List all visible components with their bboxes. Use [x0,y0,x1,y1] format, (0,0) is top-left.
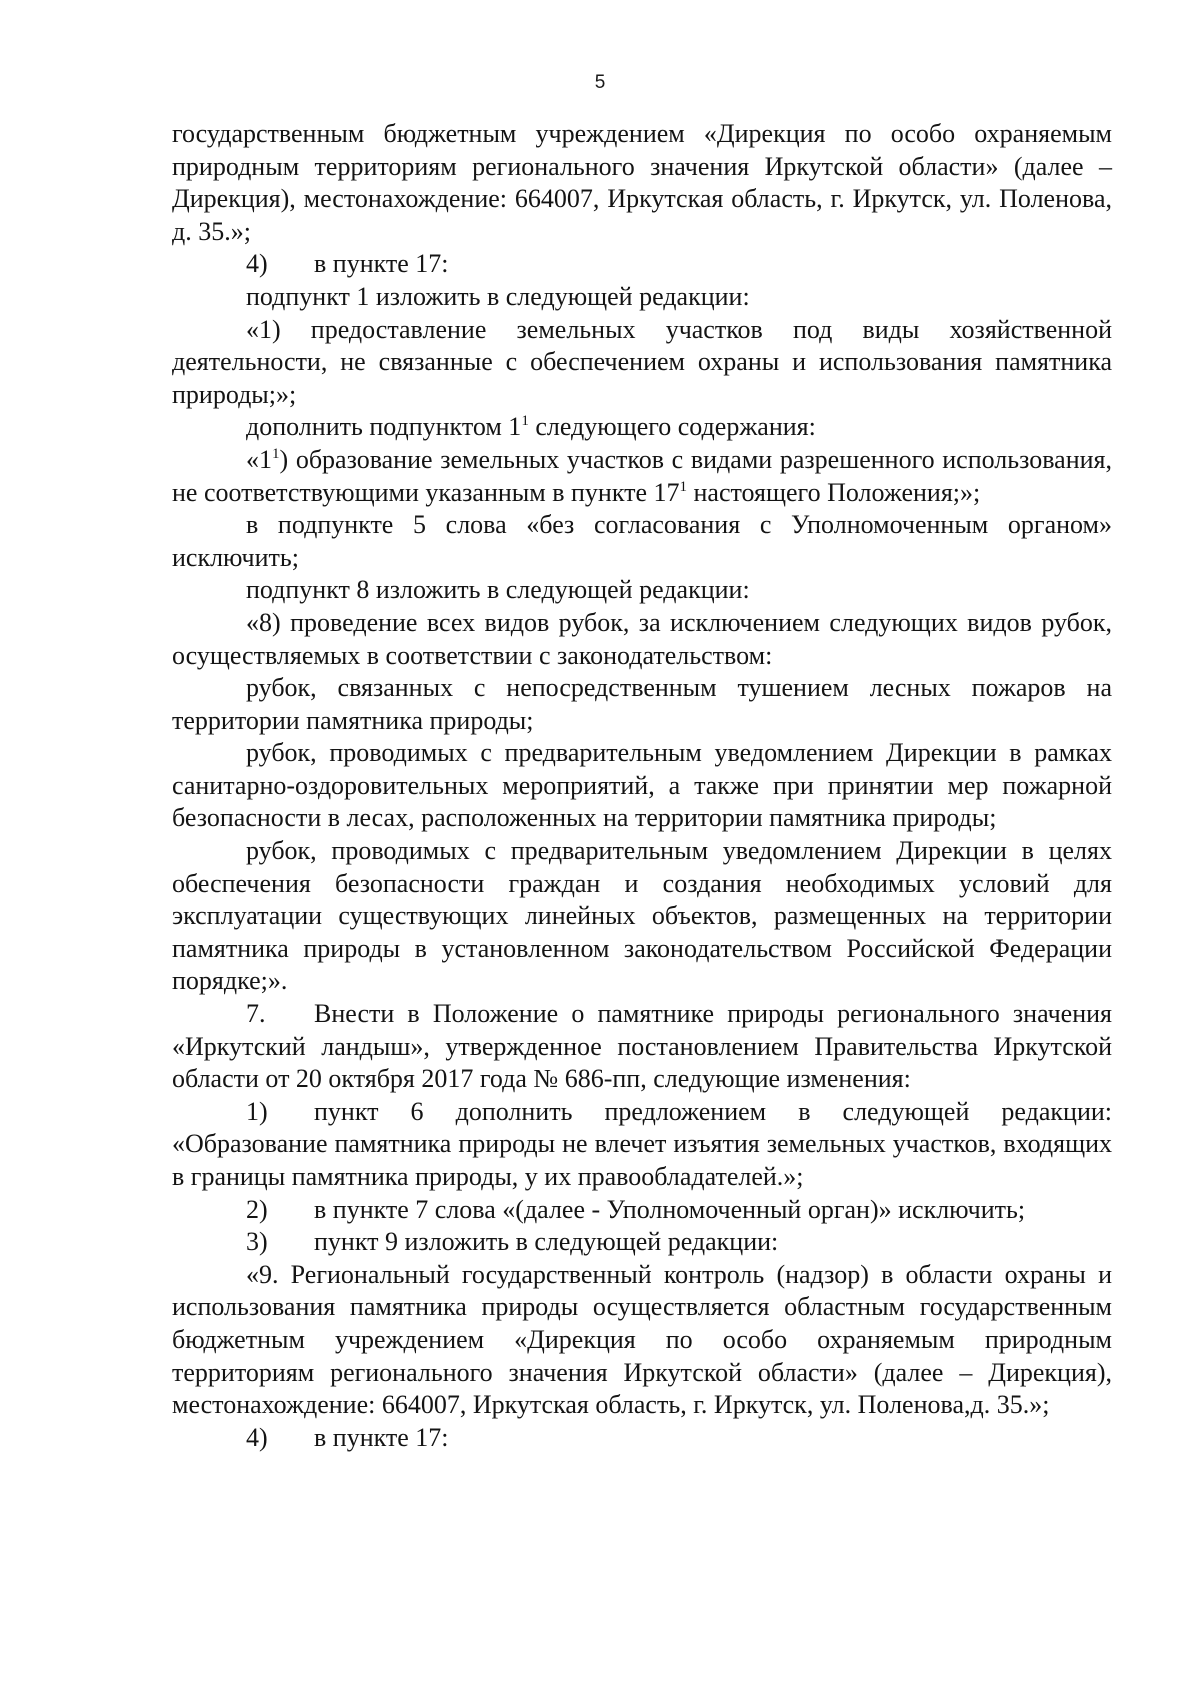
paragraph-text: в пункте 17: [314,1422,449,1452]
paragraph [172,444,1112,509]
paragraph-text: в пункте 7 слова «(далее - Уполномоченный орган)» исключить; [314,1194,1026,1224]
paragraph: «9. Региональный государственный контроль (надзор) в области охраны и использования памятника природы осуществляется областным государственным бюджетным учреждением «Дирекция по особо охраняемым природным территориям регионального значения Иркутской области» (далее – Дирекция), местонахождение: 664007, Иркутская область, г. Иркутск, ул. Поленова,д. 35.»; [172,1259,1112,1420]
superscript: 1 [272,445,280,462]
paragraph: «1) предоставление земельных участков под виды хозяйственной деятельности, не связанные с обеспечением охраны и использования памятника природы;»; [172,314,1112,409]
paragraph [172,248,1112,281]
paragraph-text: пункт 6 дополнить предложением в следующей редакции: «Образование памятника природы не влечет изъятия земельных участков, входящих в границы памятника природы, у их правообладателей.»; [172,1096,1112,1191]
paragraph-text: «1 [246,444,272,474]
document-body [172,118,1112,1454]
paragraph: «8) проведение всех видов рубок, за исключением следующих видов рубок, осуществляемых в соответствии с законодательством: [172,607,1112,670]
paragraph [172,1096,1112,1194]
list-number: 4) [246,1422,268,1452]
page-number: 5 [594,72,606,93]
paragraph: подпункт 1 изложить в следующей редакции: [246,281,750,311]
superscript: 1 [521,413,529,430]
paragraph: в подпункте 5 слова «без согласования с Уполномоченным органом» исключить; [172,510,1112,572]
paragraph [172,411,1112,444]
paragraph-text: в пункте 17: [314,249,449,279]
paragraph-text: следующего содержания: [528,412,816,442]
paragraph [172,1226,1112,1259]
paragraph: рубок, проводимых с предварительным уведомлением Дирекции в рамках санитарно-оздоровительных мероприятий, а также при принятии мер пожарной безопасности в лесах, расположенных на территории памятника природы; [172,738,1112,833]
paragraph-text: ) образование земельных участков с видами разрешенного использования, не соответствующими указанным в пункте 17 [172,444,1112,507]
paragraph [172,1422,1112,1455]
list-number: 1) [246,1096,268,1126]
list-number: 4) [246,249,268,279]
list-number: 3) [246,1227,268,1257]
paragraph: рубок, проводимых с предварительным уведомлением Дирекции в целях обеспечения безопасности граждан и создания необходимых условий для эксплуатации существующих линейных объектов, размещенных на территории памятника природы в установленном законодательством Российской Федерации порядке;». [172,836,1112,996]
paragraph-text: настоящего Положения;»; [687,477,981,507]
paragraph-text: дополнить подпунктом 1 [246,412,522,442]
paragraph [172,998,1112,1096]
list-number: 2) [246,1194,268,1224]
superscript: 1 [679,478,688,495]
paragraph-text: пункт 9 изложить в следующей редакции: [314,1227,779,1257]
paragraph-text: Внести в Положение о памятнике природы регионального значения «Иркутский ландыш», утвержденное постановлением Правительства Иркутской области от 20 октября 2017 года № 686-пп, следующие изменения: [172,999,1112,1094]
paragraph: подпункт 8 изложить в следующей редакции: [246,575,750,605]
paragraph: рубок, связанных с непосредственным тушением лесных пожаров на территории памятника природы; [172,673,1112,735]
list-number: 7. [246,999,266,1029]
paragraph [172,1194,1112,1227]
paragraph: государственным бюджетным учреждением «Дирекция по особо охраняемым природным территориям регионального значения Иркутской области» (далее – Дирекция), местонахождение: 664007, Иркутская область, г. Иркутск, ул. Поленова, д. 35.»; [172,119,1112,246]
